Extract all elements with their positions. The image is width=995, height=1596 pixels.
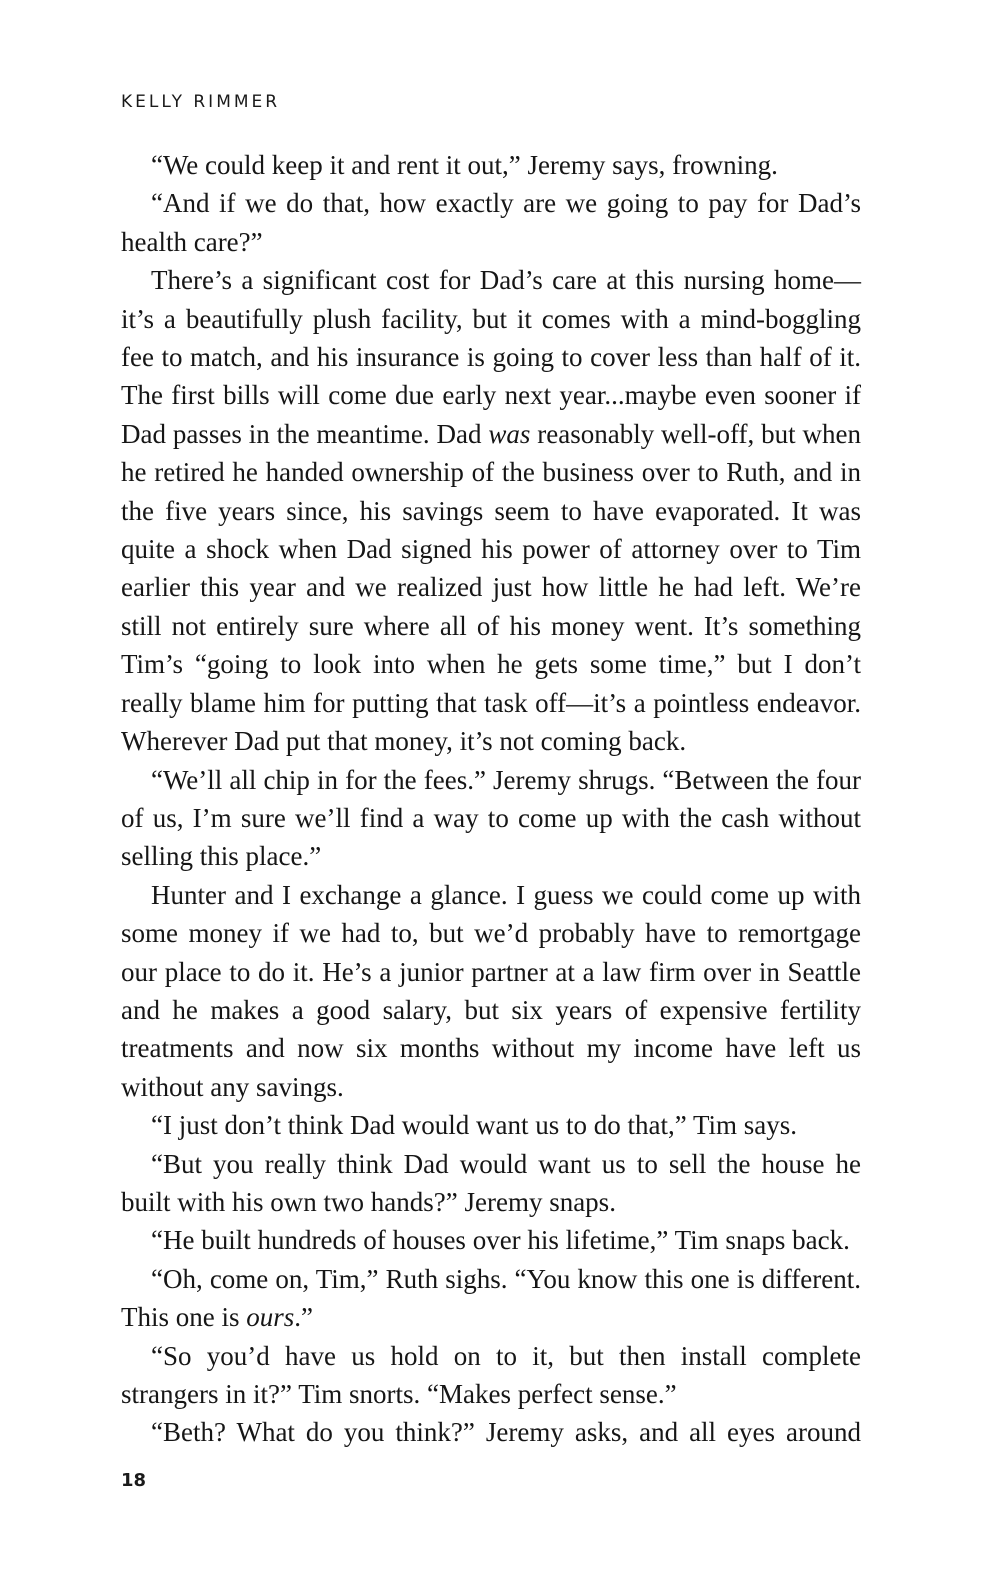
paragraph: [121, 1260, 861, 1337]
paragraph: “So you’d have us hold on to it, but then install complete strangers in it?” Tim snorts. “Makes perfect sense.”: [121, 1340, 861, 1409]
paragraph: Hunter and I exchange a glance. I guess we could come up with some money if we had to, but we’d probably have to remortgage our place to do it. He’s a junior partner at a law firm over in Seattle and he makes a good salary, but six years of expensive fertility treatments and now six months without my income have left us without any savings.: [121, 879, 861, 1102]
paragraph: [121, 261, 861, 760]
paragraph-text: reasonably well-off, but when he retired he handed ownership of the business over to Ruth, and in the five years since, his savings seem to have evaporated. It was quite a shock when Dad signed his power of attorney over to Tim earlier this year and we realized just how little he had left. We’re still not entirely sure where all of his money went. It’s something Tim’s “going to look into when he gets some time,” but I don’t really blame him for putting that task off—it’s a pointless endeavor. Wherever Dad put that money, it’s not coming back.: [121, 418, 861, 757]
paragraph: “We could keep it and rent it out,” Jeremy says, frowning.: [151, 150, 778, 180]
paragraph: “We’ll all chip in for the fees.” Jeremy shrugs. “Between the four of us, I’m sure we’ll find a way to come up with the cash without selling this place.”: [121, 764, 861, 872]
paragraph: “I just don’t think Dad would want us to do that,” Tim says.: [151, 1110, 797, 1141]
paragraph: “And if we do that, how exactly are we going to pay for Dad’s health care?”: [121, 188, 861, 257]
page-number: 18: [121, 1470, 147, 1491]
running-head: KELLY RIMMER: [121, 92, 281, 112]
body-text: [121, 146, 861, 1452]
paragraph-emphasis: was: [488, 418, 531, 449]
paragraph-emphasis: ours: [246, 1302, 295, 1333]
paragraph: “But you really think Dad would want us to sell the house he built with his own two hands?” Jeremy snaps.: [121, 1148, 861, 1217]
paragraph: “Beth? What do you think?” Jeremy asks, and all eyes around: [151, 1417, 861, 1448]
paragraph-text: “Oh, come on, Tim,” Ruth sighs. “You know this one is different. This one is: [121, 1263, 861, 1333]
paragraph-text: There’s a significant cost for Dad’s care at this nursing home—it’s a beautifully plush facility, but it comes with a mind-boggling fee to match, and his insurance is going to cover less than half of it. The first bills will come due early next year...maybe even sooner if Dad passes in the meantime. Dad: [121, 265, 861, 449]
paragraph-text: .”: [294, 1302, 313, 1333]
paragraph: “He built hundreds of houses over his lifetime,” Tim snaps back.: [151, 1225, 850, 1256]
